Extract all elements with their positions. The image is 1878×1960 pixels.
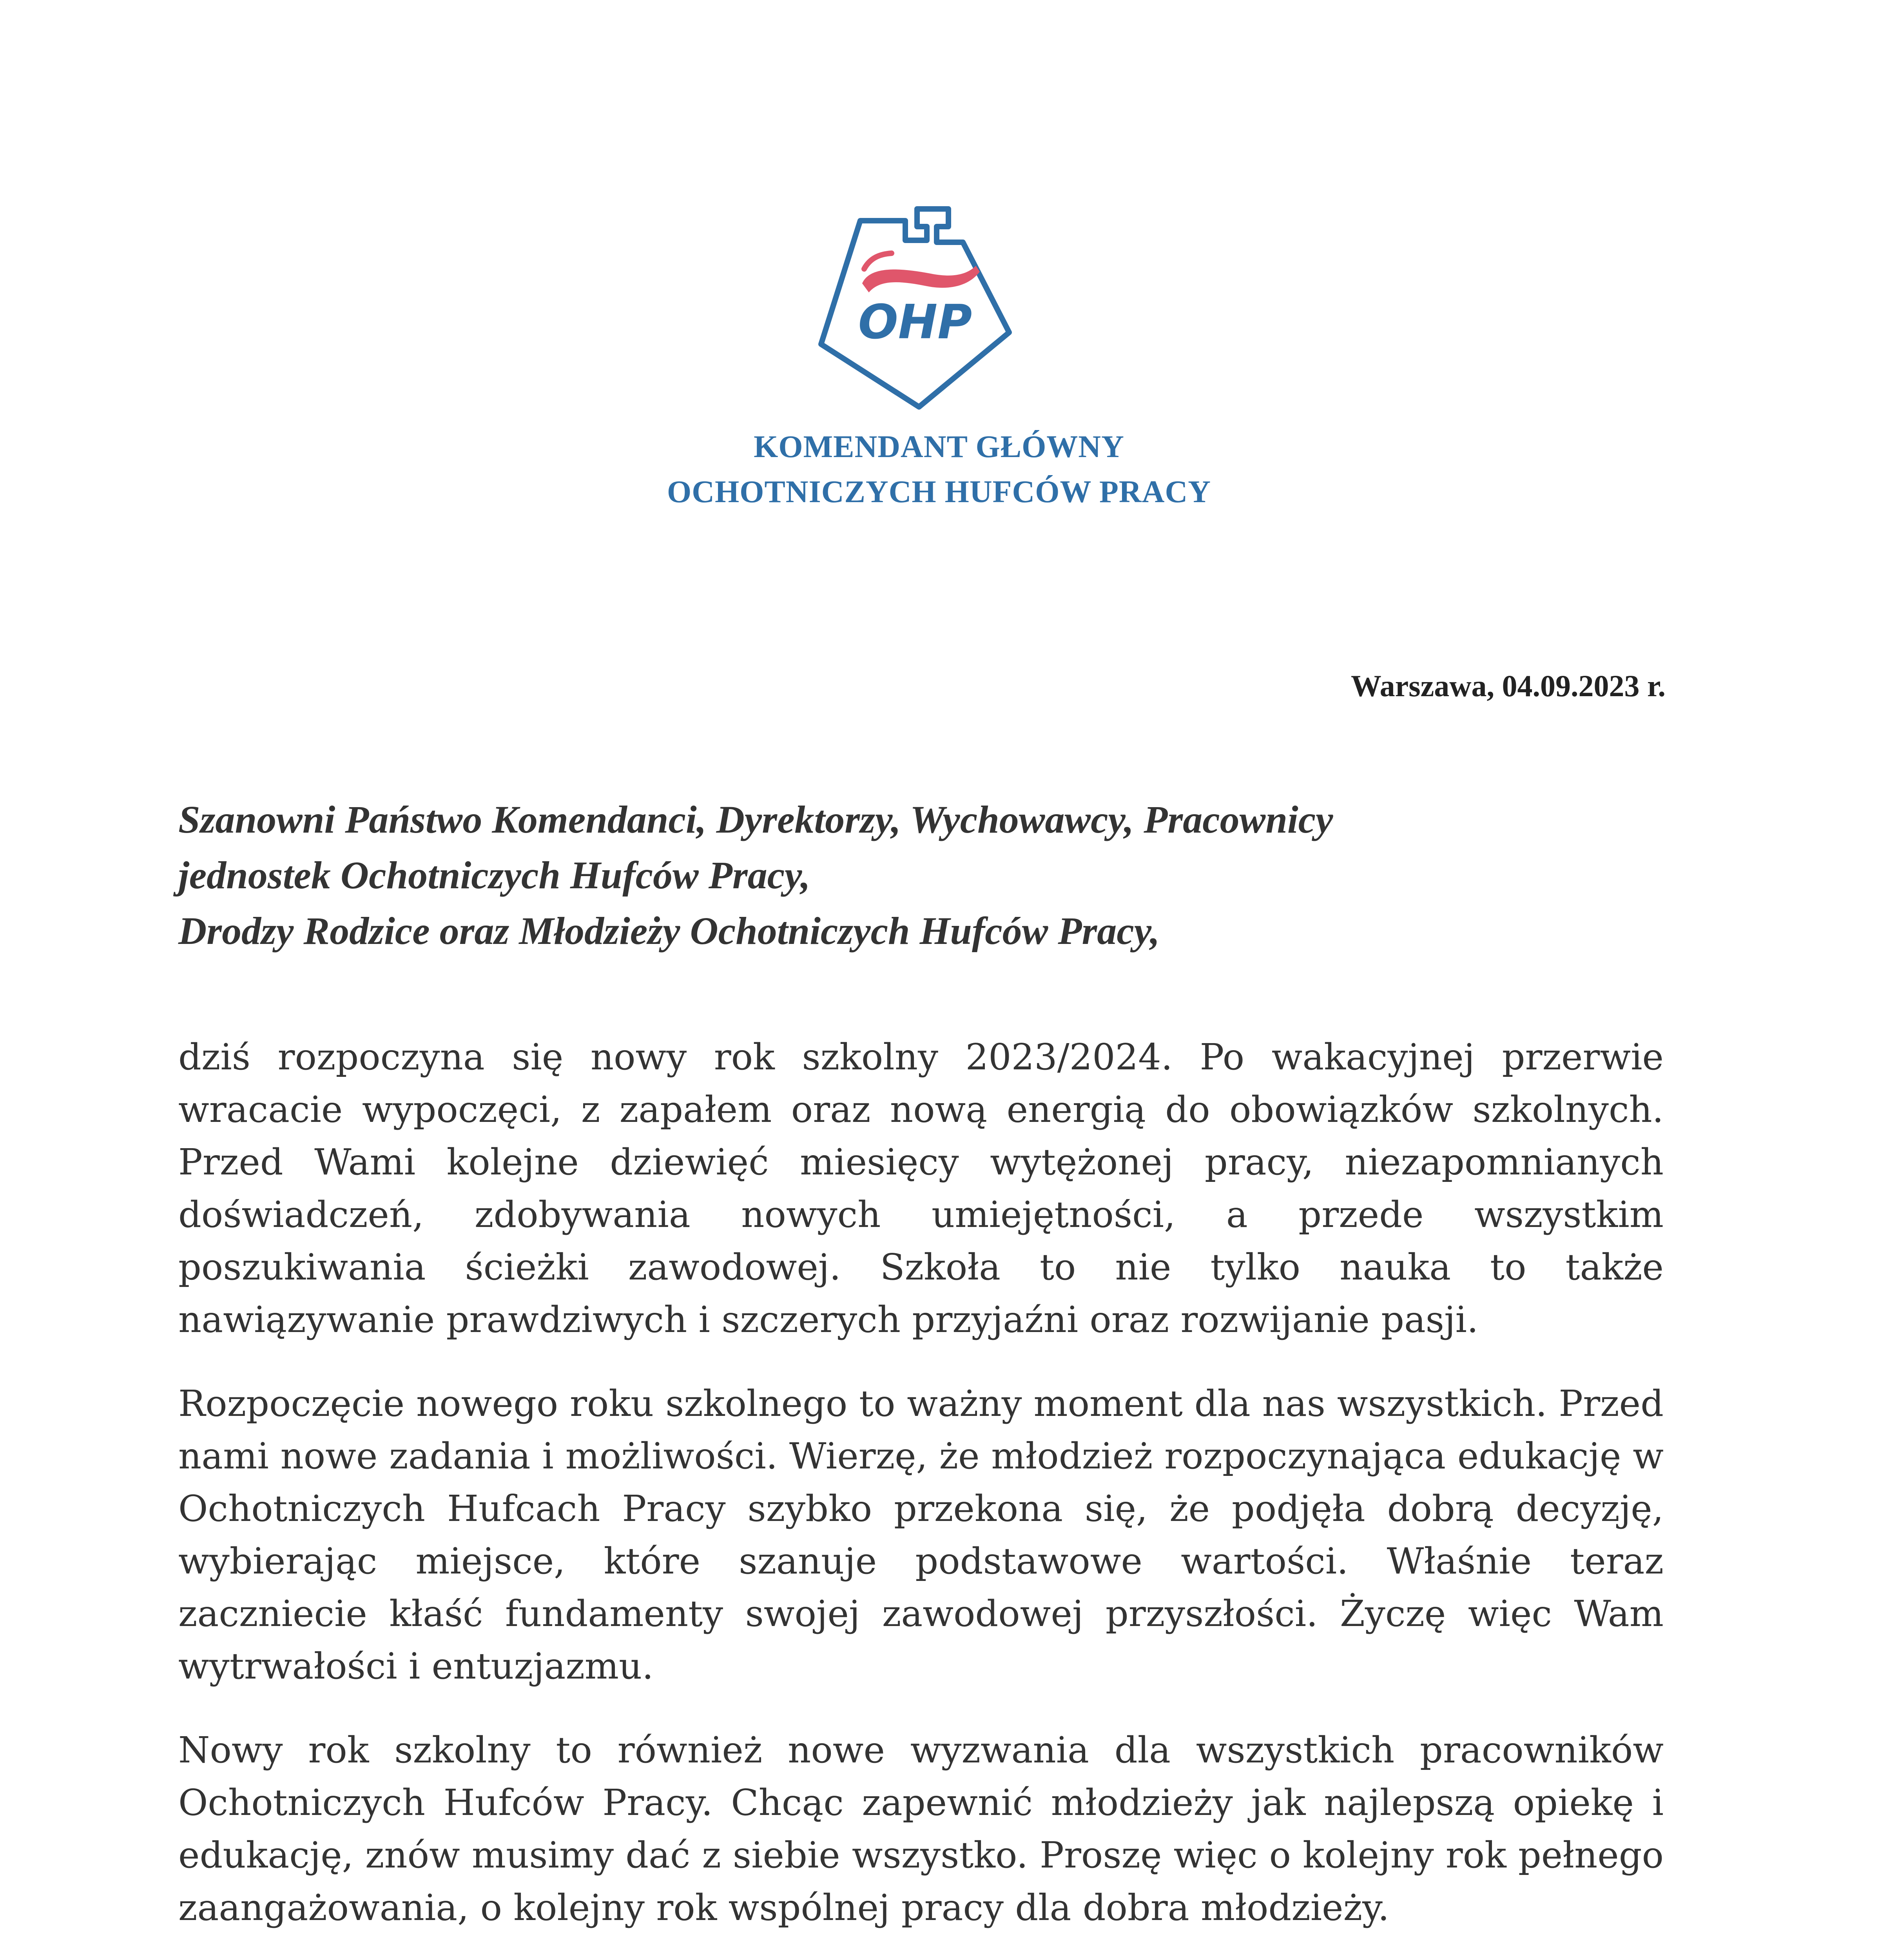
ohp-logo <box>801 203 1029 411</box>
header-title-line2: OCHOTNICZYCH HUFCÓW PRACY <box>667 475 1211 509</box>
body-paragraph: dziś rozpoczyna się nowy rok szkolny 2023/2024. Po wakacyjnej przerwie wracacie wypoczęci, z zapałem oraz nową energią do obowiązków szkolnych. Przed Wami kolejne dziewięć miesięcy wytężonej pracy, niezapomnianych doświadczeń, zdobywania nowych umiejętności, a przede wszystkim poszukiwania ścieżki zawodowej. Szkoła to nie tylko nauka to także nawiązywanie prawdziwych i szczerych przyjaźni oraz rozwijanie pasji. <box>178 1036 1664 1341</box>
letter-body <box>178 1031 1664 1960</box>
body-paragraph: Nowy rok szkolny to również nowe wyzwania dla wszystkich pracowników Ochotniczych Hufców Pracy. Chcąc zapewnić młodzieży jak najlepszą opiekę i edukację, znów musimy dać z siebie wszystko. Proszę więc o kolejny rok pełnego zaangażowania, o kolejny rok wspólnej pracy dla dobra młodzieży. <box>178 1729 1664 1929</box>
place-date: Warszawa, 04.09.2023 r. <box>1350 669 1666 703</box>
salutation-line: Szanowni Państwo Komendanci, Dyrektorzy, Wychowawcy, Pracownicy <box>178 798 1333 841</box>
salutation <box>178 792 1668 959</box>
header-title-line1: KOMENDANT GŁÓWNY <box>754 430 1124 464</box>
body-paragraph: Rozpoczęcie nowego roku szkolnego to ważny moment dla nas wszystkich. Przed nami nowe zadania i możliwości. Wierzę, że młodzież rozpoczynająca edukację w Ochotniczych Hufcach Pracy szybko przekona się, że podjęła dobrą decyzję, wybierając miejsce, które szanuje podstawowe wartości. Właśnie teraz zaczniecie kłaść fundamenty swojej zawodowej przyszłości. Życzę więc Wam wytrwałości i entuzjazmu. <box>178 1383 1664 1687</box>
logo-text: OHP <box>858 295 972 350</box>
salutation-line: Drodzy Rodzice oraz Młodzieży Ochotniczych Hufców Pracy, <box>178 909 1160 953</box>
salutation-line: jednostek Ochotniczych Hufców Pracy, <box>178 853 810 897</box>
